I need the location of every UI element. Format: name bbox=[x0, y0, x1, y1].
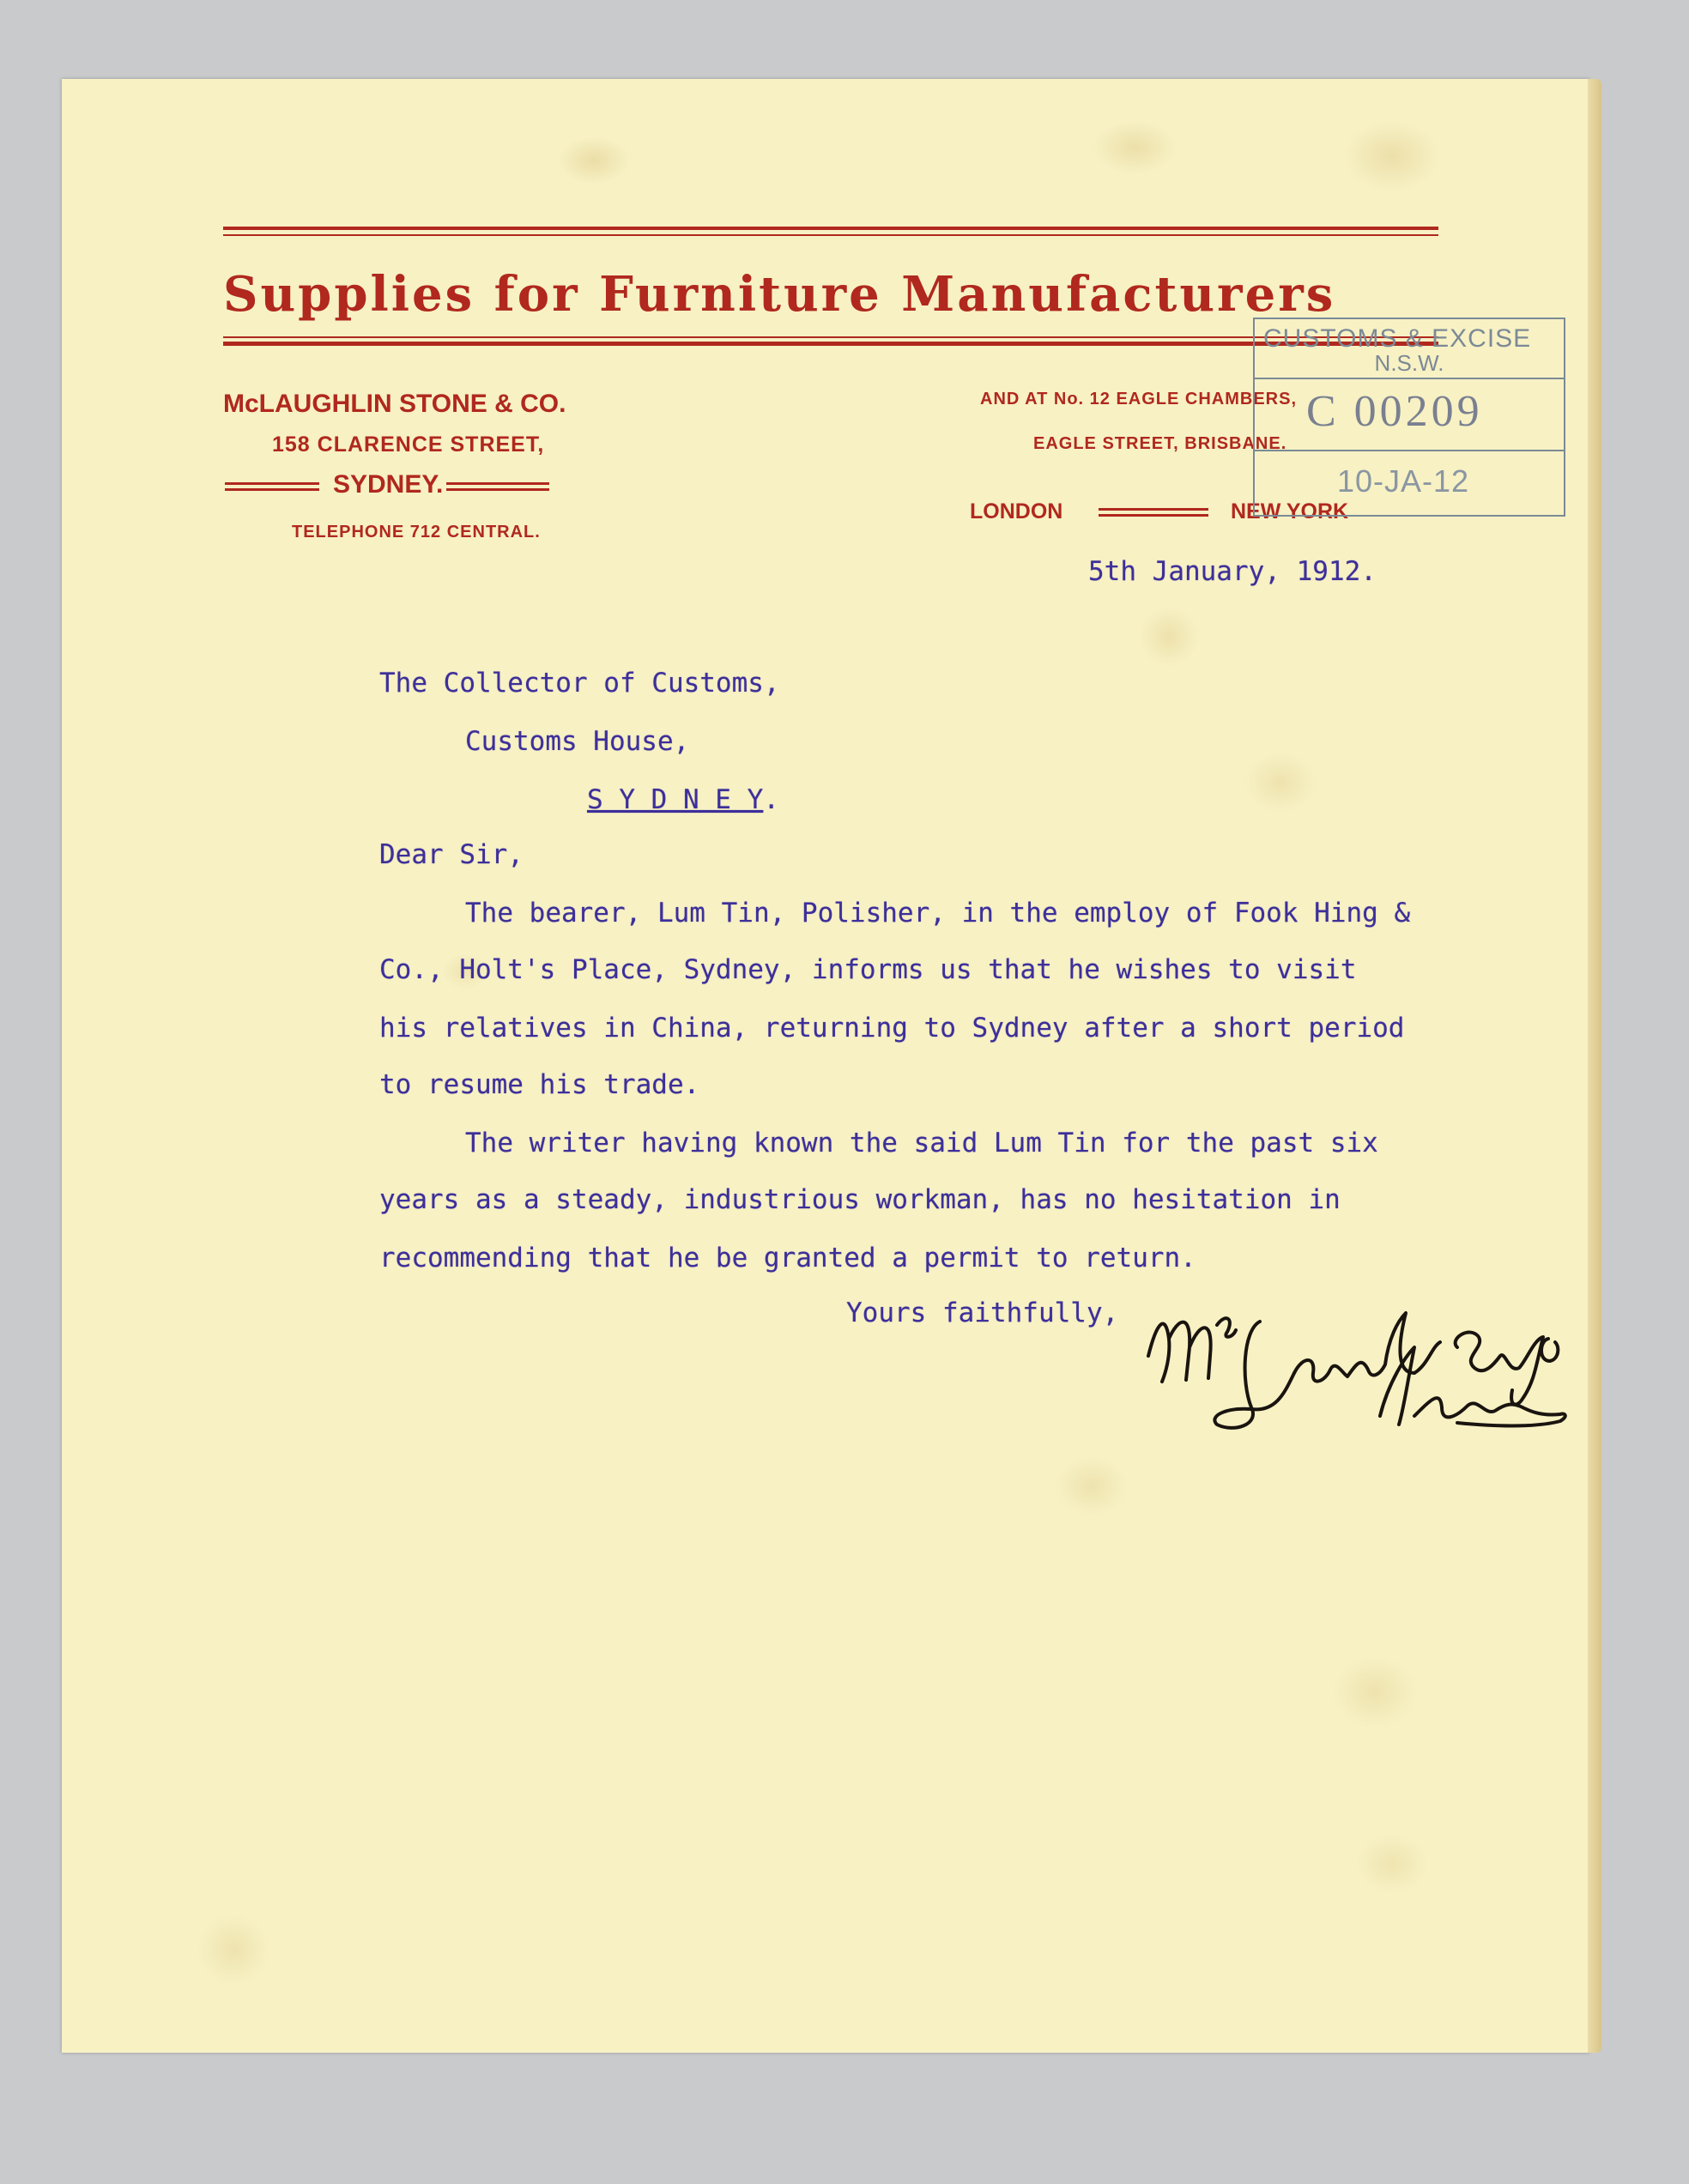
letterhead-banner-title: Supplies for Furniture Manufacturers bbox=[223, 266, 1336, 323]
stamp-subtitle: N.S.W. bbox=[1374, 350, 1444, 376]
letter-date: 5th January, 1912. bbox=[1088, 556, 1377, 587]
branch-address-line1: AND AT No. 12 EAGLE CHAMBERS, bbox=[980, 390, 1298, 408]
office-london: LONDON bbox=[970, 499, 1063, 523]
city-rule-left bbox=[225, 482, 319, 491]
recipient-line1: The Collector of Customs, bbox=[379, 668, 780, 699]
stamp-divider bbox=[1255, 450, 1564, 451]
paragraph2-line: recommending that he be granted a permit to return. bbox=[379, 1243, 1196, 1273]
recipient-city-underlined: S Y D N E Y bbox=[587, 784, 764, 815]
handwritten-signature bbox=[1131, 1287, 1577, 1450]
paragraph1-line: The bearer, Lum Tin, Polisher, in the employ of Fook Hing & bbox=[465, 898, 1411, 929]
branch-address-line2: EAGLE STREET, BRISBANE. bbox=[1033, 434, 1287, 453]
paragraph1-line: to resume his trade. bbox=[379, 1069, 700, 1100]
stamp-date: 10-JA-12 bbox=[1337, 463, 1470, 499]
offices-rule bbox=[1099, 508, 1208, 517]
banner-rule-top-thin bbox=[223, 234, 1438, 236]
customs-stamp bbox=[1253, 318, 1565, 517]
company-street: 158 CLARENCE STREET, bbox=[272, 433, 545, 457]
paragraph1-line: his relatives in China, returning to Sydney after a short period bbox=[379, 1013, 1405, 1044]
recipient-line2: Customs House, bbox=[465, 726, 690, 757]
stamp-divider bbox=[1255, 378, 1564, 379]
stamp-number: C 00209 bbox=[1306, 387, 1483, 436]
company-city: SYDNEY. bbox=[333, 470, 444, 499]
paragraph2-line: The writer having known the said Lum Tin for the past six bbox=[465, 1128, 1378, 1159]
paper-torn-edge bbox=[1588, 79, 1601, 2053]
recipient-city-end: . bbox=[763, 784, 779, 815]
recipient-line3 bbox=[587, 784, 779, 815]
paragraph1-line: Co., Holt's Place, Sydney, informs us that he wishes to visit bbox=[379, 954, 1357, 985]
company-name: McLAUGHLIN STONE & CO. bbox=[223, 390, 566, 418]
stamp-title: CUSTOMS & EXCISE bbox=[1263, 324, 1532, 353]
salutation: Dear Sir, bbox=[379, 839, 524, 870]
city-rule-right bbox=[446, 482, 549, 491]
closing: Yours faithfully, bbox=[846, 1298, 1119, 1328]
company-telephone: TELEPHONE 712 CENTRAL. bbox=[292, 523, 541, 541]
banner-rule-top bbox=[223, 227, 1438, 230]
office-newyork: NEW YORK bbox=[1231, 499, 1349, 523]
paragraph2-line: years as a steady, industrious workman, has no hesitation in bbox=[379, 1184, 1341, 1215]
